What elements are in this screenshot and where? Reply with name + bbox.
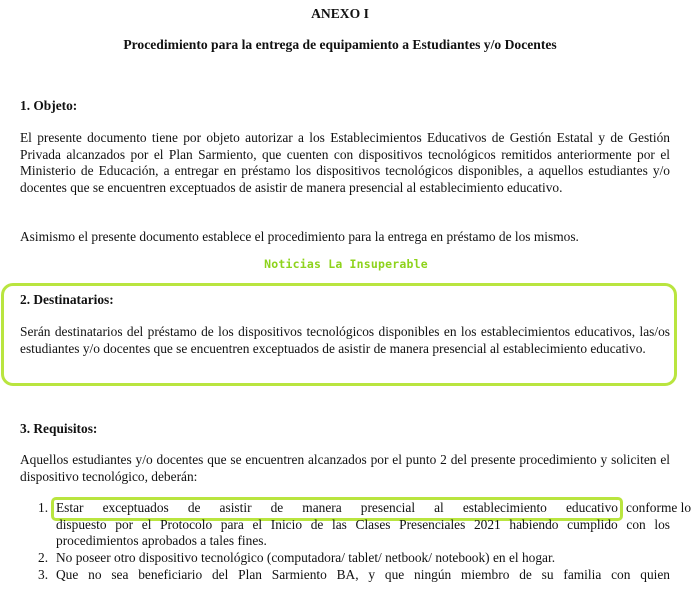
section-objeto-paragraph-2: Asimismo el presente documento establece el procedimiento para la entrega en préstamo de los mismos. [20,229,579,244]
section-objeto-paragraph-1: El presente documento tiene por objeto autorizar a los Establecimientos Educativos de Gestión Estatal y de Gestión Privada alcanzados por el Plan Sarmiento, que cuenten con dispositivos tecnológicos remitidos anteriormente por el Ministerio de Educación, a entregar en préstamo los dispositivos tecnológicos disponibles, a aquellos estudiantes y/o docentes que se encuentren exceptuados de asistir de manera presencial al establecimiento educativo. [20,130,670,195]
watermark-text: Noticias La Insuperable [264,257,428,271]
annex-title: ANEXO I [311,6,369,21]
list-item-number: 3. [38,567,49,582]
requisito-3-text: Que no sea beneficiario del Plan Sarmiento BA, y que ningún miembro de su familia con quien [56,567,670,582]
section-requisitos-intro: Aquellos estudiantes y/o docentes que se encuentren alcanzados por el punto 2 del presente procedimiento y soliciten el dispositivo tecnológico, deberán: [20,452,670,484]
list-item-number: 2. [38,550,49,565]
requisito-1-highlighted-text: Estar exceptuados de asistir de manera presencial al establecimiento educativo [56,500,618,515]
requisito-1-continuation: conforme lo [626,500,692,515]
section-requisitos-heading: 3. Requisitos: [20,421,98,436]
procedure-title: Procedimiento para la entrega de equipamiento a Estudiantes y/o Docentes [123,37,557,52]
list-item-number: 1. [38,500,49,515]
section-destinatarios-heading: 2. Destinatarios: [20,292,114,307]
section-objeto-heading: 1. Objeto: [20,98,78,113]
requisito-2-text: No poseer otro dispositivo tecnológico (computadora/ tablet/ netbook/ notebook) en el hogar. [56,550,556,565]
section-destinatarios-paragraph: Serán destinatarios del préstamo de los dispositivos tecnológicos disponibles en los establecimientos educativos, las/os estudiantes y/o docentes que se encuentren exceptuados de asistir de manera presencial al establecimiento educativo. [20,324,670,356]
requisito-1-rest-text: dispuesto por el Protocolo para el Inicio de las Clases Presenciales 2021 habiendo cumplido con los procedimientos aprobados a tales fines. [56,516,670,548]
